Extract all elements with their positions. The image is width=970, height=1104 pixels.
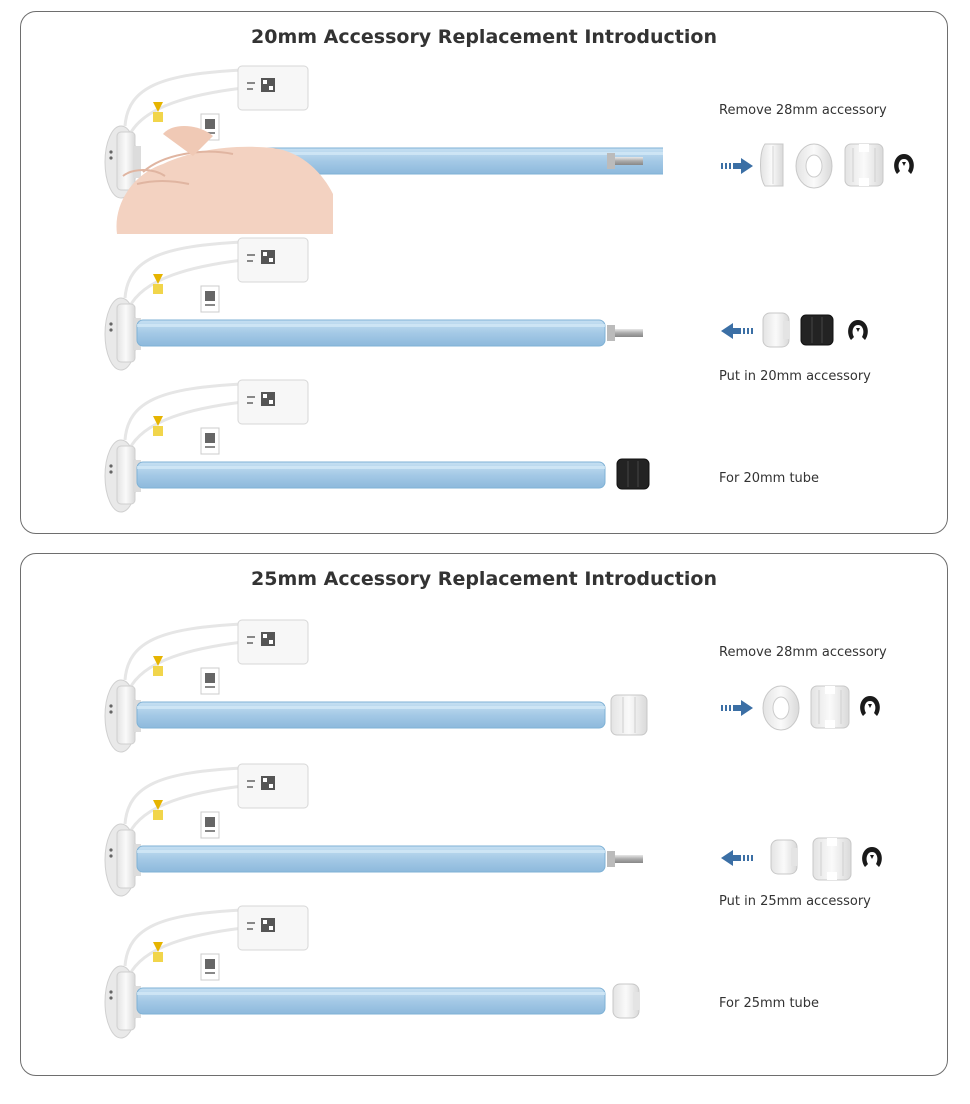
section-20mm xyxy=(20,11,948,534)
motor-image xyxy=(103,378,683,518)
remove-accessories xyxy=(721,682,921,734)
caption-put-in: Put in 25mm accessory xyxy=(719,894,871,909)
section-25mm xyxy=(20,553,948,1076)
caption-remove: Remove 28mm accessory xyxy=(719,103,887,118)
section-title: 20mm Accessory Replacement Introduction xyxy=(251,26,717,48)
motor-with-hand-image xyxy=(103,64,663,244)
arrow-right-icon xyxy=(721,700,753,716)
clip-icon xyxy=(860,696,880,716)
arrow-right-icon xyxy=(721,158,753,174)
clip-icon xyxy=(894,154,914,174)
put-in-accessories xyxy=(721,836,921,884)
caption-remove: Remove 28mm accessory xyxy=(719,645,887,660)
motor-image xyxy=(103,762,663,902)
caption-put-in: Put in 20mm accessory xyxy=(719,369,871,384)
put-in-accessories xyxy=(721,310,921,356)
motor-image xyxy=(103,618,683,758)
arrow-left-icon xyxy=(721,323,753,339)
remove-accessories xyxy=(721,140,921,192)
section-title: 25mm Accessory Replacement Introduction xyxy=(251,568,717,590)
clip-icon xyxy=(862,847,882,867)
hand-image xyxy=(116,126,333,234)
clip-icon xyxy=(848,320,868,340)
arrow-left-icon xyxy=(721,850,753,866)
caption-for-tube: For 20mm tube xyxy=(719,471,820,486)
motor-image xyxy=(103,904,683,1044)
motor-image xyxy=(103,236,663,376)
caption-for-tube: For 25mm tube xyxy=(719,996,820,1011)
